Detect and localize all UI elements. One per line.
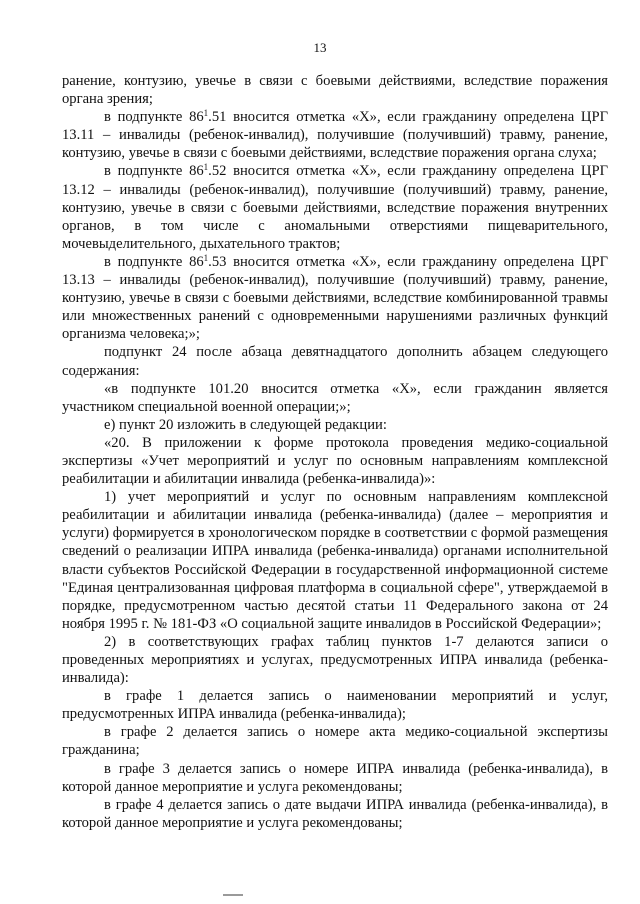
superscript: 1 — [203, 108, 209, 119]
paragraph-continuation: ранение, контузию, увечье в связи с боевыми действиями, вследствие поражения органа зрения; — [62, 73, 608, 108]
paragraph-item-20: «20. В приложении к форме протокола проведения медико-социальной экспертизы «Учет мероприятий и услуг по основным направлениям комплексной реабилитации и абилитации инвалида (ребенка-инвалида)»: — [62, 434, 608, 488]
paragraph-subitem-24: подпункт 24 после абзаца девятнадцатого дополнить абзацем следующего содержания: — [62, 344, 608, 379]
paragraph-column-4: в графе 4 делается запись о дате выдачи ИПРА инвалида (ребенка-инвалида), в которой данное мероприятие и услуга рекомендованы; — [62, 796, 608, 831]
paragraph-column-3: в графе 3 делается запись о номере ИПРА инвалида (ребенка-инвалида), в которой данное мероприятие и услуга рекомендованы; — [62, 760, 608, 795]
document-body — [62, 72, 608, 832]
superscript: 1 — [203, 162, 209, 173]
subitem-prefix: в подпункте 86 — [104, 109, 204, 126]
paragraph-column-2: в графе 2 делается запись о номере акта медико-социальной экспертизы гражданина; — [62, 724, 608, 759]
page-number: 13 — [313, 40, 327, 55]
scan-artifact-mark — [223, 894, 243, 896]
paragraph-subitem-86-1-53 — [62, 253, 608, 343]
paragraph-item-e: е) пункт 20 изложить в следующей редакции: — [104, 416, 387, 433]
subitem-prefix: в подпункте 86 — [104, 163, 204, 180]
paragraph-clause-1: 1) учет мероприятий и услуг по основным направлениям комплексной реабилитации и абилитации инвалида (ребенка-инвалида) (далее – мероприятия и услуги) формируется в хронологическом порядке в соответствии с формой размещения сведений о реализации ИПРА инвалида (ребенка-инвалида) органами исполнительной власти субъектов Российской Федерации в государственной информационной системе "Единая централизованная цифровая платформа в социальной сфере", утверждаемой в порядке, предусмотренном частью десятой статьи 11 Федерального закона от 24 ноября 1995 г. № 181-ФЗ «О социальной защите инвалидов в Российской Федерации»; — [62, 489, 608, 632]
subitem-text: .51 вносится отметка «X», если гражданину определена ЦРГ 13.11 – инвалиды (ребенок-инвалид), получившие (получивший) травму, ранение, контузию, увечье в связи с боевыми действиями, вследствие поражения органа слуха; — [62, 109, 609, 162]
paragraph-clause-2: 2) в соответствующих графах таблиц пунктов 1-7 делаются записи о проведенных мероприятиях и услугах, предусмотренных ИПРА инвалида (ребенка-инвалида): — [62, 633, 608, 687]
subitem-text: .52 вносится отметка «X», если гражданину определена ЦРГ 13.12 – инвалиды (ребенок-инвалид), получившие (получивший) травму, ранение, контузию, увечье в связи с боевыми действиями, вследствие поражения внутренних органов, в том числе с аномальными отверстиями пищеварительного, мочевыделительного, дыхательного трактов; — [62, 163, 609, 252]
paragraph-subitem-86-1-51 — [62, 108, 608, 162]
paragraph-quote-101-20: «в подпункте 101.20 вносится отметка «X», если гражданин является участником специальной военной операции;»; — [62, 380, 608, 415]
paragraph-subitem-86-1-52 — [62, 162, 608, 252]
paragraph-column-1: в графе 1 делается запись о наименовании мероприятий и услуг, предусмотренных ИПРА инвалида (ребенка-инвалида); — [62, 688, 608, 723]
superscript: 1 — [203, 252, 209, 263]
subitem-text: .53 вносится отметка «X», если гражданину определена ЦРГ 13.13 – инвалиды (ребенок-инвалид), получившие (получивший) травму, ранение, контузию, увечье в связи с боевыми действиями, вследствие комбинированной травмы или множественных ранений с одновременными нарушениями различных функций организма человека;»; — [62, 253, 609, 343]
subitem-prefix: в подпункте 86 — [104, 253, 204, 270]
